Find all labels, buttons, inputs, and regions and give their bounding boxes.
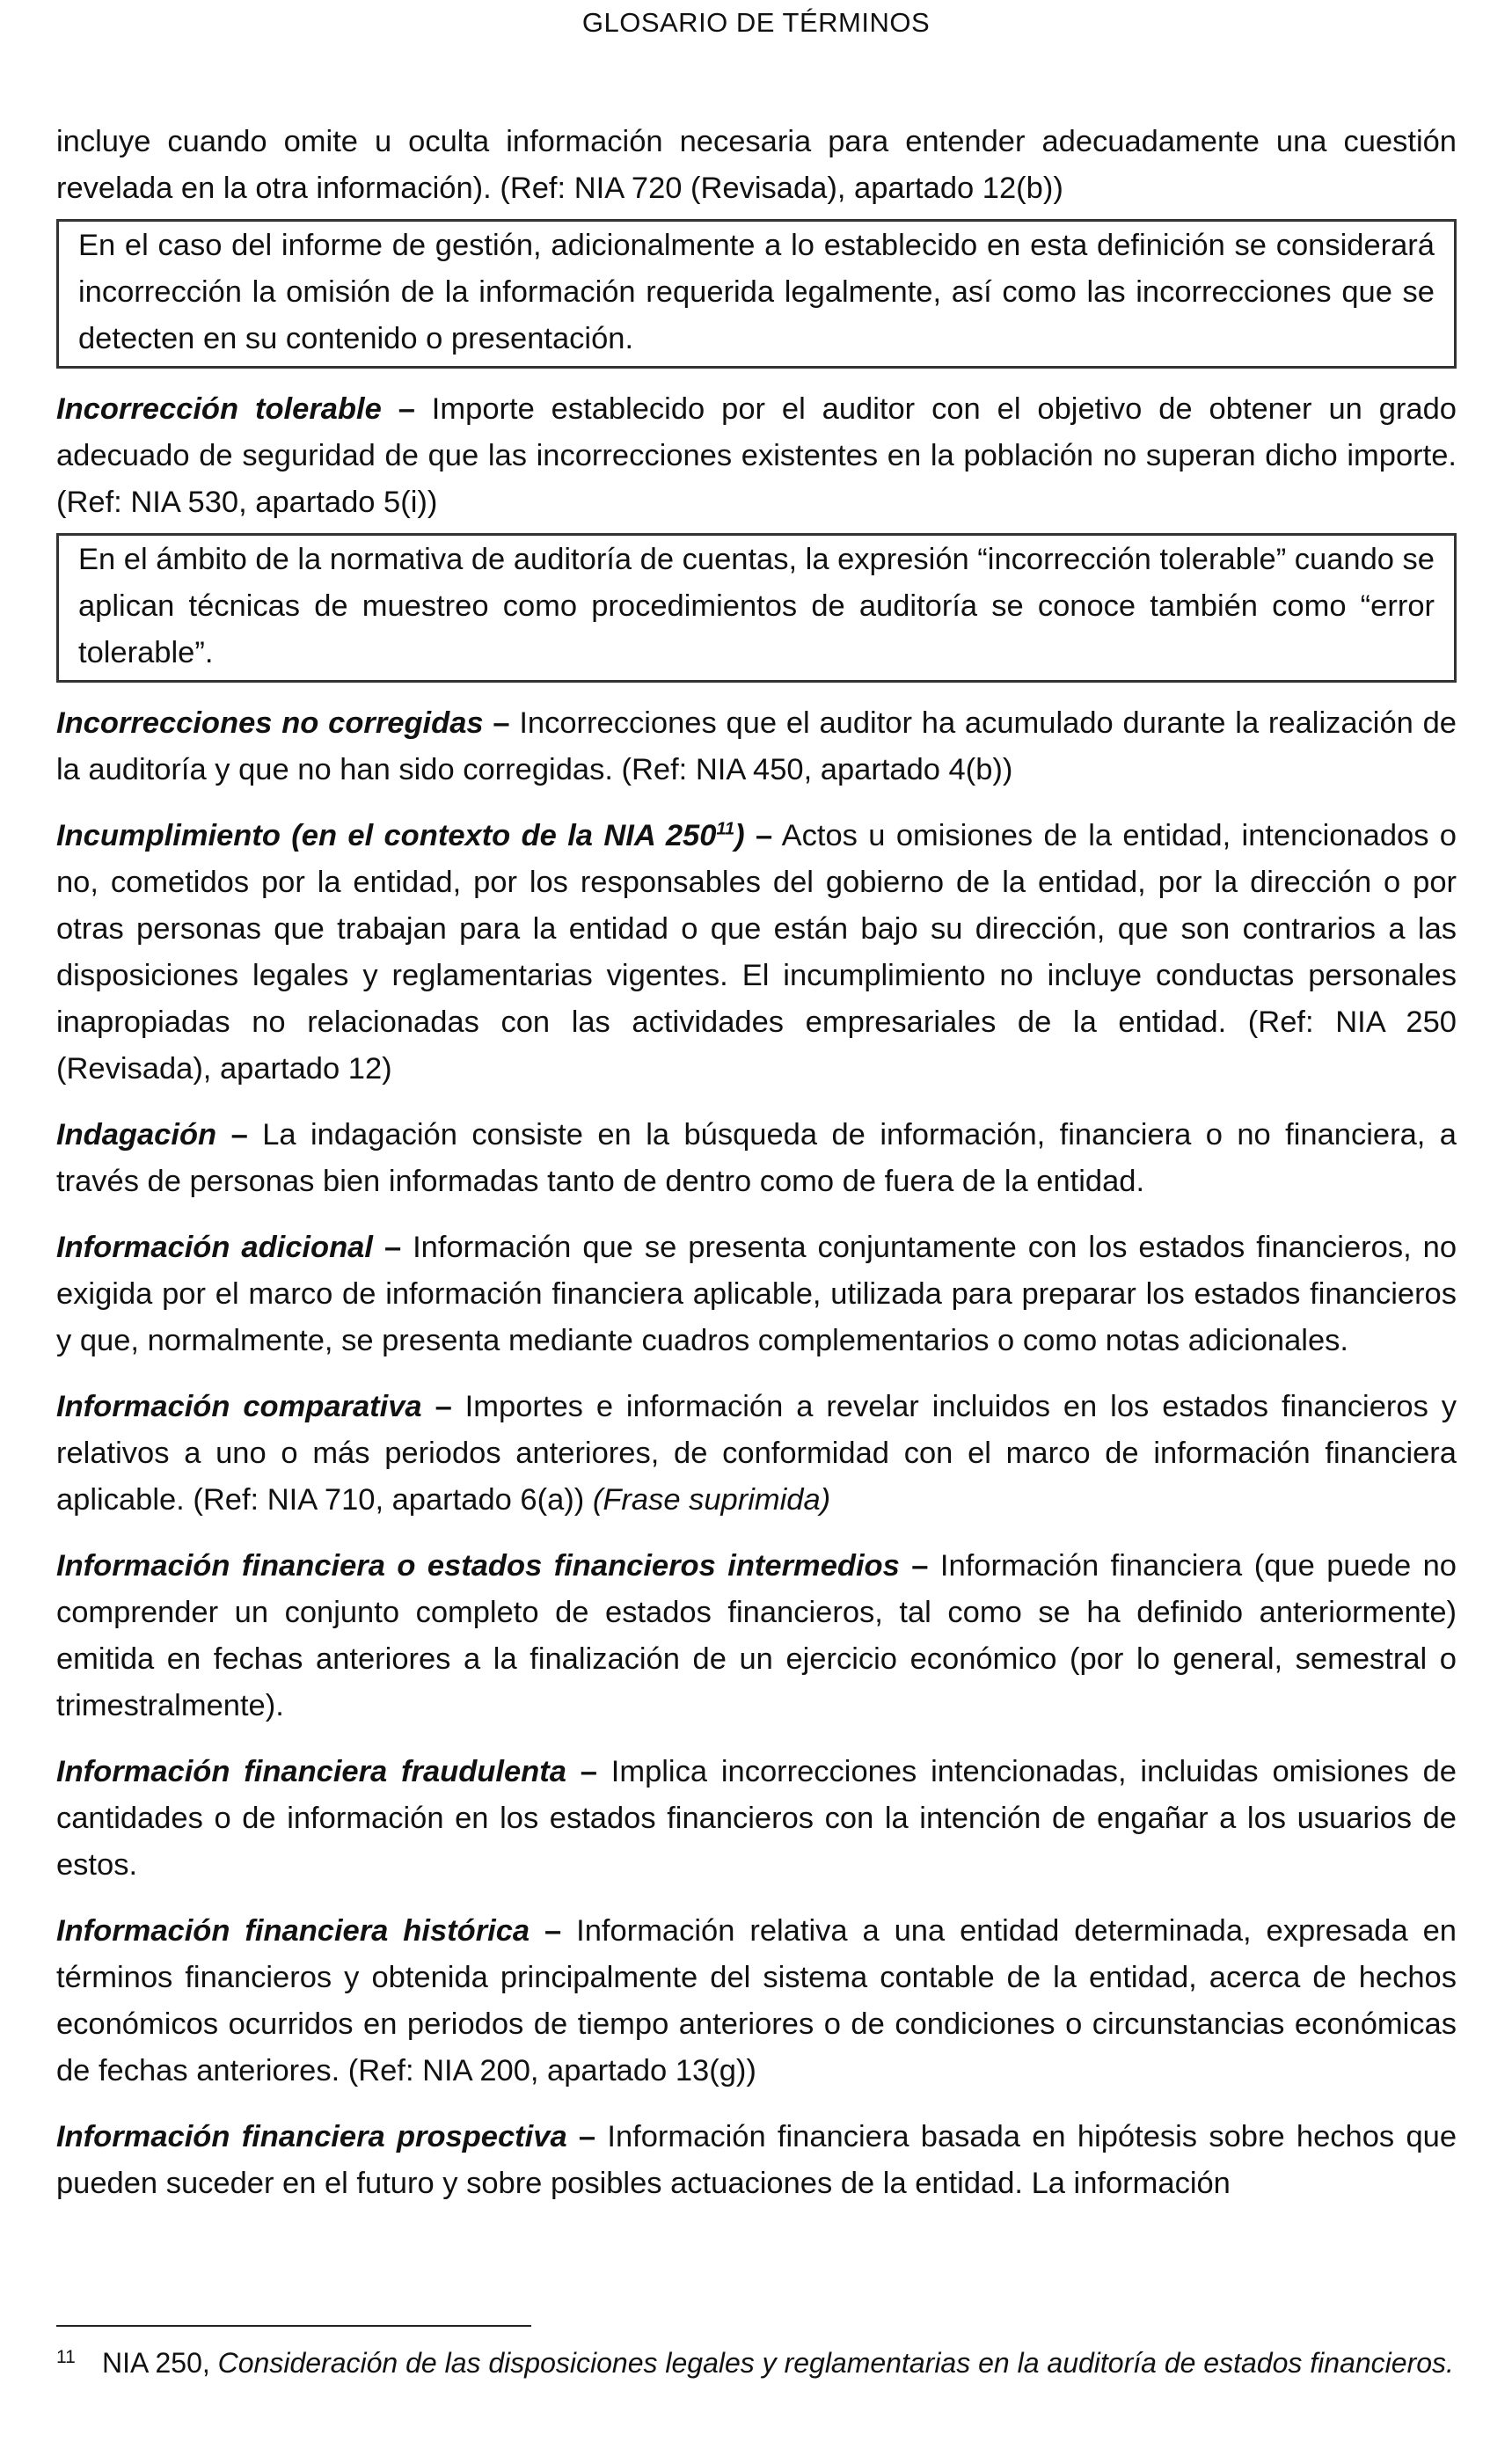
entry-dash: – <box>578 2120 596 2153</box>
footnote-title: Consideración de las disposiciones legales y reglamentarias en la auditoría de estados financieros. <box>217 2347 1454 2379</box>
entry-text: Importes e información a revelar incluidos en los estados financieros y relativos a uno o más periodos anteriores, de conformidad con el marco de información financiera aplicable. (Ref: NIA 710, apartado 6(a)) <box>56 1390 1457 1517</box>
entry-term: Información financiera prospectiva <box>56 2120 567 2153</box>
entry-incorreccion-tolerable <box>56 386 1457 526</box>
footnote-number: 11 <box>56 2347 76 2367</box>
entry-dash: – <box>756 819 773 852</box>
note-box-informe-gestion <box>56 219 1457 369</box>
footnote-separator <box>56 2325 531 2327</box>
note-box-text: En el caso del informe de gestión, adicionalmente a lo establecido en esta definición se considerará incorrección la omisión de la información requerida legalmente, así como las incorrecciones que se detecten en su contenido o presentación. <box>78 229 1435 355</box>
entry-dash: – <box>544 1914 562 1948</box>
entry-italic-note: (Frase suprimida) <box>592 1483 831 1517</box>
entry-informacion-financiera-historica <box>56 1908 1457 2095</box>
entry-dash: – <box>230 1118 248 1152</box>
entry-continuation <box>56 119 1457 212</box>
entry-dash: – <box>398 392 415 426</box>
entry-text: Importe establecido por el auditor con el objetivo de obtener un grado adecuado de seguridad de que las incorrecciones existentes en la población no superan dicho importe. (Ref: NIA 530, apartado 5(i)) <box>56 392 1457 519</box>
entry-text: Actos u omisiones de la entidad, intencionados o no, cometidos por la entidad, por los responsables del gobierno de la entidad, por la dirección o por otras personas que trabajan para la entidad o que están bajo su dirección, que son contrarios a las disposiciones legales y reglamentarias vigentes. El incumplimiento no incluye conductas personales inapropiadas no relacionadas con las actividades empresariales de la entidad. (Ref: NIA 250 (Revisada), apartado 12) <box>56 819 1457 1086</box>
page-header: GLOSARIO DE TÉRMINOS <box>581 7 931 38</box>
entry-text: Información financiera basada en hipótesis sobre hechos que pueden suceder en el futuro y sobre posibles actuaciones de la entidad. La información <box>56 2120 1457 2200</box>
entry-term: Información comparativa <box>56 1390 422 1423</box>
entry-incorrecciones-no-corregidas <box>56 700 1457 793</box>
entry-informacion-financiera-fraudulenta <box>56 1749 1457 1889</box>
entry-term: Información financiera o estados financieros intermedios <box>56 1549 900 1583</box>
entry-text: Información financiera (que puede no comprender un conjunto completo de estados financieros, tal como se ha definido anteriormente) emitida en fechas anteriores a la finalización de un ejercicio económico (por lo general, semestral o trimestralmente). <box>56 1549 1457 1722</box>
entry-incumplimiento <box>56 813 1457 1093</box>
entry-informacion-financiera-prospectiva <box>56 2114 1457 2207</box>
entry-dash: – <box>911 1549 929 1583</box>
entry-term: Incorrección tolerable <box>56 392 382 426</box>
entry-text: La indagación consiste en la búsqueda de información, financiera o no financiera, a través de personas bien informadas tanto de dentro como de fuera de la entidad. <box>56 1118 1457 1198</box>
note-box-text: En el ámbito de la normativa de auditoría de cuentas, la expresión “incorrección tolerable” cuando se aplican técnicas de muestreo como procedimientos de auditoría se conoce también como “error tolerable”. <box>78 543 1435 669</box>
entry-text: Información que se presenta conjuntamente con los estados financieros, no exigida por el marco de información financiera aplicable, utilizada para preparar los estados financieros y que, normalmente, se presenta mediante cuadros complementarios o como notas adicionales. <box>56 1231 1457 1357</box>
footnote-reference: 11 <box>716 819 735 839</box>
footnote <box>56 2343 1457 2382</box>
entry-term: Indagación <box>56 1118 217 1152</box>
entry-term-end: ) <box>734 819 745 852</box>
entry-term: Información adicional <box>56 1231 373 1264</box>
entry-informacion-adicional <box>56 1225 1457 1364</box>
entry-dash: – <box>580 1755 597 1788</box>
entry-term: Incorrecciones no corregidas <box>56 706 484 740</box>
entry-informacion-financiera-intermedios <box>56 1543 1457 1729</box>
entry-term: Incumplimiento (en el contexto de la NIA 250 <box>56 819 717 852</box>
entry-text: Información relativa a una entidad determinada, expresada en términos financieros y obtenida principalmente del sistema contable de la entidad, acerca de hechos económicos ocurridos en periodos de tiempo anteriores o de condiciones o circunstancias económicas de fechas anteriores. (Ref: NIA 200, apartado 13(g)) <box>56 1914 1457 2087</box>
footnote-prefix: NIA 250, <box>102 2347 218 2379</box>
entry-dash: – <box>383 1231 402 1264</box>
entry-term: Información financiera histórica <box>56 1914 530 1948</box>
entry-informacion-comparativa <box>56 1384 1457 1524</box>
note-box-error-tolerable <box>56 533 1457 683</box>
entry-text: Incorrecciones que el auditor ha acumulado durante la realización de la auditoría y que no han sido corregidas. (Ref: NIA 450, apartado 4(b)) <box>56 706 1457 786</box>
entry-dash: – <box>435 1390 452 1423</box>
entry-dash: – <box>493 706 510 740</box>
entry-text: Implica incorrecciones intencionadas, incluidas omisiones de cantidades o de información en los estados financieros con la intención de engañar a los usuarios de estos. <box>56 1755 1457 1882</box>
entry-indagacion <box>56 1112 1457 1205</box>
footnote-text <box>102 2343 1457 2382</box>
glossary-content <box>56 119 1457 2207</box>
entry-term: Información financiera fraudulenta <box>56 1755 566 1788</box>
entry-text: incluye cuando omite u oculta información necesaria para entender adecuadamente una cuestión revelada en la otra información). (Ref: NIA 720 (Revisada), apartado 12(b)) <box>56 125 1457 205</box>
